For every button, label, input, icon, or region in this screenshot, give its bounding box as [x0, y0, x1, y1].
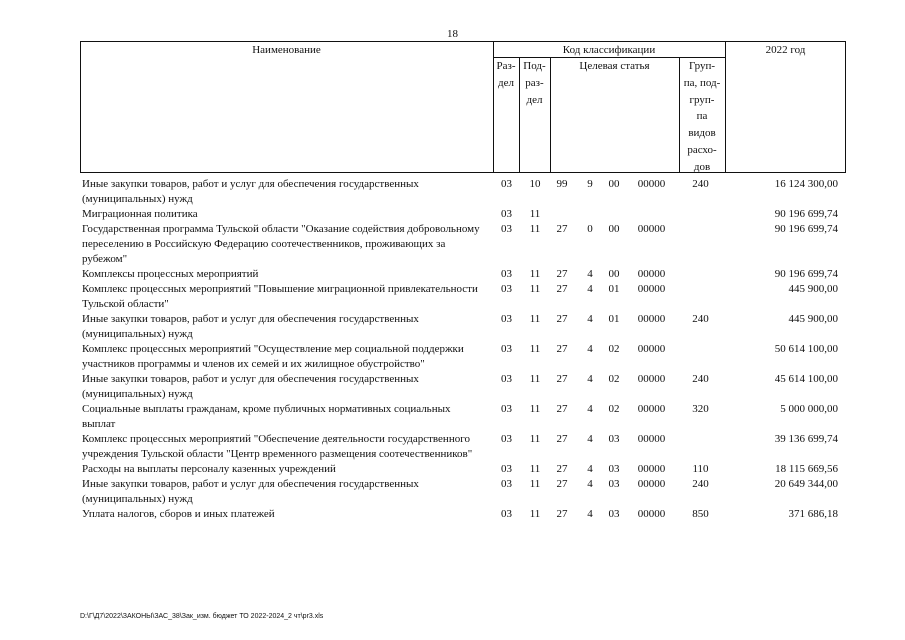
row-target-subprogram: 02	[608, 373, 620, 385]
row-name: Иные закупки товаров, работ и услуг для обеспечения государственных (муниципальных) нужд	[82, 313, 419, 340]
row-podrazdel: 11	[529, 223, 541, 235]
table-row	[80, 402, 846, 432]
row-target-program: 27	[556, 433, 568, 445]
row-podrazdel: 11	[529, 508, 541, 520]
row-amount: 371 686,18	[788, 508, 838, 520]
row-target-direction: 00000	[637, 403, 666, 415]
row-target-direction: 00000	[637, 178, 666, 190]
table-row	[80, 342, 846, 372]
header-vr: Груп- па, под- груп- па видов расхо- дов	[683, 60, 721, 173]
row-podrazdel: 11	[529, 343, 541, 355]
row-amount: 90 196 699,74	[774, 223, 838, 235]
row-razdel: 03	[501, 343, 512, 355]
header-year: 2022 год	[765, 44, 806, 56]
row-amount: 50 614 100,00	[774, 343, 838, 355]
row-razdel: 03	[501, 283, 512, 295]
row-podrazdel: 11	[529, 403, 541, 415]
row-target-program: 27	[556, 478, 568, 490]
row-target-type: 4	[587, 268, 593, 280]
row-expense-type: 240	[692, 373, 709, 385]
row-target-program: 27	[556, 508, 568, 520]
row-name: Комплексы процессных мероприятий	[82, 268, 259, 280]
header-divider-vr	[725, 41, 726, 173]
row-razdel: 03	[501, 313, 512, 325]
table-row	[80, 372, 846, 402]
row-target-program: 27	[556, 313, 568, 325]
header-target: Целевая статья	[579, 60, 650, 72]
row-target-direction: 00000	[637, 478, 666, 490]
row-razdel: 03	[501, 223, 512, 235]
row-target-type: 4	[587, 283, 593, 295]
row-target-direction: 00000	[637, 223, 666, 235]
row-razdel: 03	[501, 433, 512, 445]
row-name: Комплекс процессных мероприятий "Осуществление мер социальной поддержки участников программы и членов их семей и их жилищное обустройство"	[82, 343, 464, 370]
table-row	[80, 477, 846, 507]
row-target-type: 4	[587, 433, 593, 445]
row-target-subprogram: 03	[608, 508, 620, 520]
table-row	[80, 507, 846, 522]
row-expense-type: 850	[692, 508, 709, 520]
row-target-type: 4	[587, 508, 593, 520]
header-right-border	[845, 41, 846, 173]
row-target-direction: 00000	[637, 508, 666, 520]
row-amount: 5 000 000,00	[780, 403, 838, 415]
row-target-subprogram: 03	[608, 433, 620, 445]
row-podrazdel: 11	[529, 433, 541, 445]
row-target-type: 4	[587, 373, 593, 385]
row-razdel: 03	[501, 178, 512, 190]
table-row	[80, 177, 846, 207]
row-target-subprogram: 01	[608, 283, 620, 295]
row-target-type: 4	[587, 478, 593, 490]
row-name: Государственная программа Тульской области "Оказание содействия добровольному переселению в Российскую Федерацию соотечественников, проживающих за рубежом"	[82, 223, 480, 265]
table-row	[80, 432, 846, 462]
row-target-program: 27	[556, 268, 568, 280]
row-name: Иные закупки товаров, работ и услуг для обеспечения государственных (муниципальных) нужд	[82, 178, 419, 205]
row-razdel: 03	[501, 508, 512, 520]
row-target-direction: 00000	[637, 283, 666, 295]
table-row	[80, 207, 846, 222]
row-podrazdel: 11	[529, 283, 541, 295]
table-row	[80, 312, 846, 342]
header-code: Код классификации	[562, 44, 656, 56]
row-name: Социальные выплаты гражданам, кроме публичных нормативных социальных выплат	[82, 403, 451, 430]
row-razdel: 03	[501, 478, 512, 490]
row-expense-type: 240	[692, 478, 709, 490]
row-target-program: 27	[556, 463, 568, 475]
row-amount: 18 115 669,56	[775, 463, 838, 475]
row-podrazdel: 11	[529, 478, 541, 490]
header-name: Наименование	[252, 44, 321, 56]
row-name: Комплекс процессных мероприятий "Обеспечение деятельности государственного учреждения Тульской области "Центр временного размещения соотечественников"	[82, 433, 473, 460]
row-target-subprogram: 03	[608, 463, 620, 475]
row-target-program: 27	[556, 403, 568, 415]
row-target-program: 27	[556, 373, 568, 385]
row-name: Комплекс процессных мероприятий "Повышение миграционной привлекательности Тульской области"	[82, 283, 478, 310]
row-expense-type: 110	[692, 463, 709, 475]
page-number: 18	[447, 28, 458, 40]
header-bottom-border	[80, 172, 846, 173]
row-expense-type: 240	[692, 313, 709, 325]
row-name: Уплата налогов, сборов и иных платежей	[82, 508, 275, 520]
row-target-subprogram: 00	[608, 223, 620, 235]
row-target-subprogram: 01	[608, 313, 620, 325]
row-amount: 445 900,00	[788, 313, 838, 325]
row-expense-type: 240	[692, 178, 709, 190]
row-target-program: 99	[556, 178, 568, 190]
row-amount: 445 900,00	[788, 283, 838, 295]
row-target-subprogram: 02	[608, 403, 620, 415]
row-target-program: 27	[556, 343, 568, 355]
row-razdel: 03	[501, 208, 512, 220]
row-amount: 39 136 699,74	[774, 433, 838, 445]
row-target-subprogram: 02	[608, 343, 620, 355]
row-target-type: 4	[587, 463, 593, 475]
table-row	[80, 462, 846, 477]
row-razdel: 03	[501, 373, 512, 385]
row-amount: 90 196 699,74	[774, 208, 838, 220]
row-expense-type: 320	[692, 403, 709, 415]
header-left-border	[80, 41, 81, 173]
table-body	[80, 177, 846, 522]
row-target-type: 0	[587, 223, 593, 235]
row-podrazdel: 11	[529, 313, 541, 325]
table-row	[80, 222, 846, 267]
row-amount: 90 196 699,74	[774, 268, 838, 280]
file-path: D:\Г\Д7\2022\ЗАКОНЫ\ЗАС_38\Зак_изм. бюджет ТО 2022-2024_2 чт\pr3.xls	[80, 613, 324, 620]
row-podrazdel: 10	[529, 178, 541, 190]
row-podrazdel: 11	[529, 208, 541, 220]
row-target-direction: 00000	[637, 433, 666, 445]
row-razdel: 03	[501, 403, 512, 415]
row-podrazdel: 11	[529, 463, 541, 475]
table-row	[80, 282, 846, 312]
row-target-subprogram: 03	[608, 478, 620, 490]
row-target-program: 27	[556, 283, 568, 295]
row-name: Расходы на выплаты персоналу казенных учреждений	[82, 463, 336, 475]
row-name: Миграционная политика	[82, 208, 198, 220]
row-target-direction: 00000	[637, 313, 666, 325]
row-amount: 45 614 100,00	[774, 373, 838, 385]
row-target-type: 4	[587, 313, 593, 325]
row-target-direction: 00000	[637, 463, 666, 475]
row-target-direction: 00000	[637, 268, 666, 280]
row-razdel: 03	[501, 268, 512, 280]
row-name: Иные закупки товаров, работ и услуг для обеспечения государственных (муниципальных) нужд	[82, 373, 419, 400]
table-row	[80, 267, 846, 282]
row-target-type: 9	[587, 178, 593, 190]
header-razdel: Раз- дел	[496, 60, 516, 89]
header-podrazdel: Под- раз- дел	[523, 60, 546, 106]
table-header	[80, 41, 846, 173]
row-target-type: 4	[587, 343, 593, 355]
row-target-type: 4	[587, 403, 593, 415]
row-target-direction: 00000	[637, 343, 666, 355]
row-amount: 20 649 344,00	[774, 478, 838, 490]
row-target-program: 27	[556, 223, 568, 235]
row-name: Иные закупки товаров, работ и услуг для обеспечения государственных (муниципальных) нужд	[82, 478, 419, 505]
row-razdel: 03	[501, 463, 512, 475]
row-target-direction: 00000	[637, 373, 666, 385]
row-podrazdel: 11	[529, 373, 541, 385]
row-target-subprogram: 00	[608, 178, 620, 190]
row-podrazdel: 11	[529, 268, 541, 280]
row-amount: 16 124 300,00	[774, 178, 838, 190]
row-target-subprogram: 00	[608, 268, 620, 280]
